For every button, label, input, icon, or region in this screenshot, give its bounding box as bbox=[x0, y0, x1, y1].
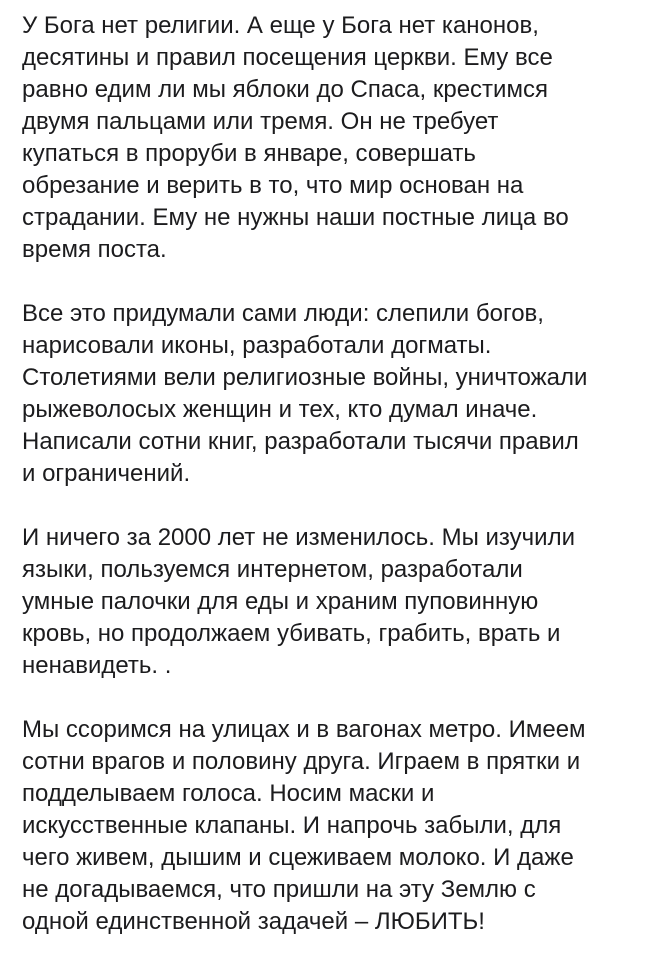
text-line: Написали сотни книг, разработали тысячи правил bbox=[22, 428, 579, 455]
text-line: рыжеволосых женщин и тех, кто думал иначе. bbox=[22, 396, 538, 423]
paragraph-4 bbox=[22, 714, 651, 938]
text-line: сотни врагов и половину друга. Играем в прятки и bbox=[22, 748, 581, 775]
text-line: одной единственной задачей – ЛЮБИТЬ! bbox=[22, 908, 485, 935]
text-line: купаться в проруби в январе, совершать bbox=[22, 140, 476, 167]
text-line: У Бога нет религии. А еще у Бога нет канонов, bbox=[22, 12, 539, 39]
paragraph-1 bbox=[22, 10, 651, 266]
text-line: кровь, но продолжаем убивать, грабить, врать и bbox=[22, 620, 561, 647]
text-line: искусственные клапаны. И напрочь забыли, для bbox=[22, 812, 562, 839]
text-line: ненавидеть. . bbox=[22, 652, 172, 679]
text-line: равно едим ли мы яблоки до Спаса, крестимся bbox=[22, 76, 548, 103]
text-line: Мы ссоримся на улицах и в вагонах метро. Имеем bbox=[22, 716, 586, 743]
text-line: Все это придумали сами люди: слепили богов, bbox=[22, 300, 544, 327]
text-line: десятины и правил посещения церкви. Ему все bbox=[22, 44, 553, 71]
text-line: не догадываемся, что пришли на эту Землю с bbox=[22, 876, 536, 903]
text-line: языки, пользуемся интернетом, разработали bbox=[22, 556, 523, 583]
text-line: страдании. Ему не нужны наши постные лица во bbox=[22, 204, 569, 231]
text-line: двумя пальцами или тремя. Он не требует bbox=[22, 108, 499, 135]
paragraph-2 bbox=[22, 298, 651, 490]
paragraph-3 bbox=[22, 522, 651, 682]
text-line: нарисовали иконы, разработали догматы. bbox=[22, 332, 492, 359]
text-line: обрезание и верить в то, что мир основан на bbox=[22, 172, 524, 199]
text-line: и ограничений. bbox=[22, 460, 191, 487]
text-line: Столетиями вели религиозные войны, уничтожали bbox=[22, 364, 588, 391]
text-line: чего живем, дышим и сцеживаем молоко. И даже bbox=[22, 844, 574, 871]
text-line: подделываем голоса. Носим маски и bbox=[22, 780, 435, 807]
text-line: умные палочки для еды и храним пуповинную bbox=[22, 588, 539, 615]
text-line: И ничего за 2000 лет не изменилось. Мы изучили bbox=[22, 524, 575, 551]
text-line: время поста. bbox=[22, 236, 167, 263]
